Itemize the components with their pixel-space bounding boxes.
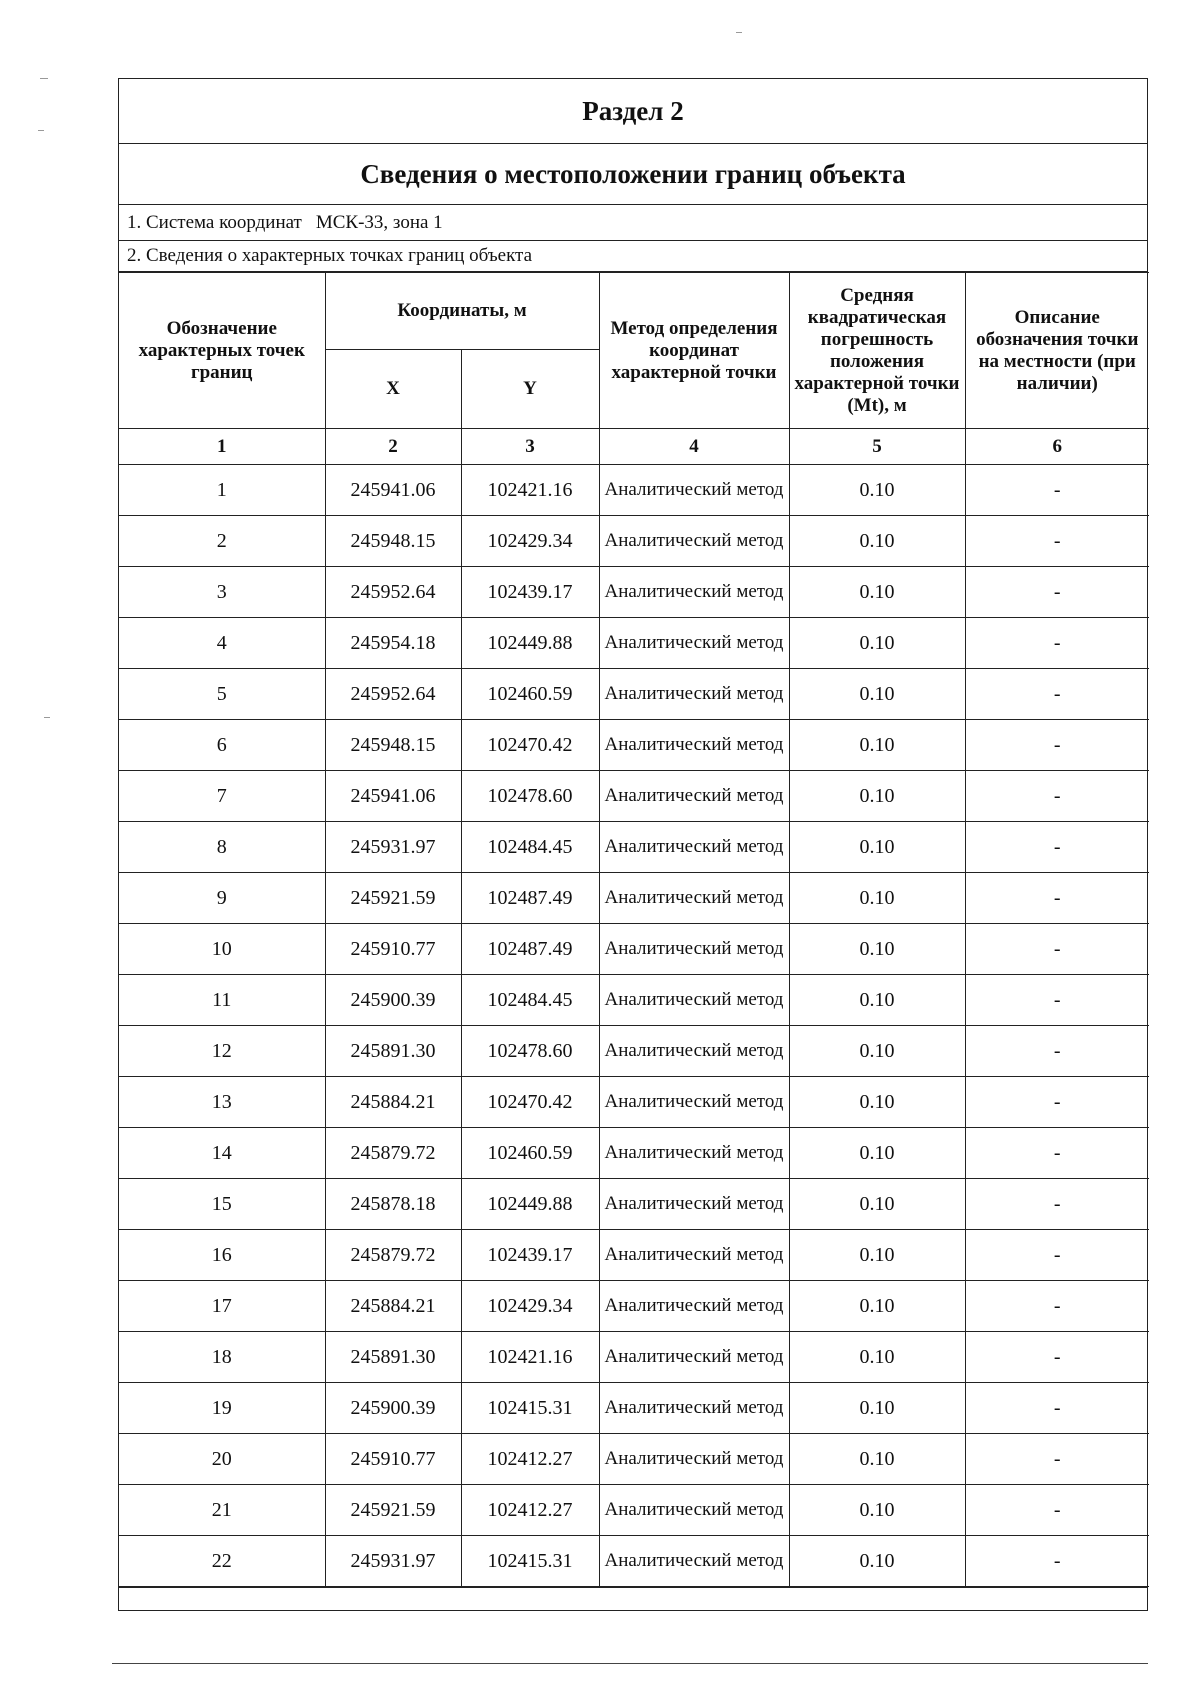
cell-x: 245891.30 bbox=[325, 1026, 461, 1077]
cell-x: 245884.21 bbox=[325, 1077, 461, 1128]
points-table bbox=[119, 272, 1149, 1587]
bottom-divider bbox=[112, 1663, 1148, 1664]
header-y: Y bbox=[461, 350, 599, 429]
cell-description: - bbox=[965, 720, 1149, 771]
cell-y: 102439.17 bbox=[461, 567, 599, 618]
cell-x: 245879.72 bbox=[325, 1230, 461, 1281]
cell-point-number: 5 bbox=[119, 669, 325, 720]
cell-x: 245910.77 bbox=[325, 924, 461, 975]
scan-mark bbox=[38, 130, 44, 131]
cell-error: 0.10 bbox=[789, 1536, 965, 1587]
cell-method: Аналитический метод bbox=[599, 1179, 789, 1230]
table-row bbox=[119, 1281, 1149, 1332]
cell-x: 245931.97 bbox=[325, 1536, 461, 1587]
column-number: 5 bbox=[789, 429, 965, 465]
cell-y: 102439.17 bbox=[461, 1230, 599, 1281]
table-row bbox=[119, 1077, 1149, 1128]
cell-description: - bbox=[965, 1230, 1149, 1281]
column-number: 2 bbox=[325, 429, 461, 465]
cell-point-number: 4 bbox=[119, 618, 325, 669]
cell-description: - bbox=[965, 1485, 1149, 1536]
cell-x: 245941.06 bbox=[325, 771, 461, 822]
coord-system-label: 1. Система координат bbox=[127, 211, 302, 233]
cell-description: - bbox=[965, 873, 1149, 924]
table-row bbox=[119, 618, 1149, 669]
cell-description: - bbox=[965, 771, 1149, 822]
cell-y: 102478.60 bbox=[461, 771, 599, 822]
cell-description: - bbox=[965, 618, 1149, 669]
cell-x: 245921.59 bbox=[325, 1485, 461, 1536]
cell-error: 0.10 bbox=[789, 924, 965, 975]
coord-system-row bbox=[119, 205, 1147, 241]
cell-point-number: 9 bbox=[119, 873, 325, 924]
cell-point-number: 11 bbox=[119, 975, 325, 1026]
cell-x: 245952.64 bbox=[325, 567, 461, 618]
section-frame bbox=[118, 78, 1148, 1611]
cell-error: 0.10 bbox=[789, 1230, 965, 1281]
table-row bbox=[119, 1128, 1149, 1179]
cell-point-number: 14 bbox=[119, 1128, 325, 1179]
cell-point-number: 18 bbox=[119, 1332, 325, 1383]
cell-method: Аналитический метод bbox=[599, 771, 789, 822]
cell-error: 0.10 bbox=[789, 618, 965, 669]
cell-method: Аналитический метод bbox=[599, 1536, 789, 1587]
cell-y: 102484.45 bbox=[461, 822, 599, 873]
cell-point-number: 12 bbox=[119, 1026, 325, 1077]
cell-method: Аналитический метод bbox=[599, 1128, 789, 1179]
empty-row bbox=[119, 1587, 1147, 1610]
cell-point-number: 20 bbox=[119, 1434, 325, 1485]
cell-description: - bbox=[965, 822, 1149, 873]
cell-error: 0.10 bbox=[789, 516, 965, 567]
cell-description: - bbox=[965, 1332, 1149, 1383]
cell-point-number: 19 bbox=[119, 1383, 325, 1434]
cell-method: Аналитический метод bbox=[599, 873, 789, 924]
header-coords: Координаты, м bbox=[325, 273, 599, 350]
cell-description: - bbox=[965, 1179, 1149, 1230]
section-subtitle: Сведения о местоположении границ объекта bbox=[119, 144, 1147, 205]
header-error: Средняя квадратическая погрешность положения характерной точки (Mt), м bbox=[789, 273, 965, 429]
cell-x: 245879.72 bbox=[325, 1128, 461, 1179]
cell-method: Аналитический метод bbox=[599, 1230, 789, 1281]
cell-x: 245948.15 bbox=[325, 720, 461, 771]
table-row bbox=[119, 822, 1149, 873]
table-row bbox=[119, 669, 1149, 720]
cell-description: - bbox=[965, 1026, 1149, 1077]
table-row bbox=[119, 1434, 1149, 1485]
cell-x: 245921.59 bbox=[325, 873, 461, 924]
cell-description: - bbox=[965, 669, 1149, 720]
cell-y: 102478.60 bbox=[461, 1026, 599, 1077]
cell-error: 0.10 bbox=[789, 1281, 965, 1332]
cell-point-number: 6 bbox=[119, 720, 325, 771]
cell-y: 102421.16 bbox=[461, 1332, 599, 1383]
cell-x: 245891.30 bbox=[325, 1332, 461, 1383]
scan-mark bbox=[40, 78, 48, 79]
cell-point-number: 7 bbox=[119, 771, 325, 822]
cell-x: 245931.97 bbox=[325, 822, 461, 873]
cell-error: 0.10 bbox=[789, 822, 965, 873]
cell-y: 102487.49 bbox=[461, 873, 599, 924]
cell-error: 0.10 bbox=[789, 1026, 965, 1077]
cell-method: Аналитический метод bbox=[599, 1026, 789, 1077]
cell-x: 245941.06 bbox=[325, 465, 461, 516]
table-row bbox=[119, 516, 1149, 567]
cell-point-number: 8 bbox=[119, 822, 325, 873]
cell-description: - bbox=[965, 975, 1149, 1026]
cell-x: 245878.18 bbox=[325, 1179, 461, 1230]
cell-description: - bbox=[965, 567, 1149, 618]
cell-y: 102449.88 bbox=[461, 1179, 599, 1230]
cell-description: - bbox=[965, 1281, 1149, 1332]
table-row bbox=[119, 465, 1149, 516]
table-row bbox=[119, 1332, 1149, 1383]
cell-point-number: 16 bbox=[119, 1230, 325, 1281]
cell-point-number: 15 bbox=[119, 1179, 325, 1230]
cell-y: 102470.42 bbox=[461, 1077, 599, 1128]
cell-method: Аналитический метод bbox=[599, 822, 789, 873]
cell-description: - bbox=[965, 924, 1149, 975]
cell-description: - bbox=[965, 1128, 1149, 1179]
table-row bbox=[119, 1536, 1149, 1587]
table-row bbox=[119, 771, 1149, 822]
cell-y: 102484.45 bbox=[461, 975, 599, 1026]
table-row bbox=[119, 1026, 1149, 1077]
cell-method: Аналитический метод bbox=[599, 516, 789, 567]
cell-y: 102415.31 bbox=[461, 1383, 599, 1434]
section-title: Раздел 2 bbox=[119, 79, 1147, 144]
cell-error: 0.10 bbox=[789, 975, 965, 1026]
table-row bbox=[119, 567, 1149, 618]
table-row bbox=[119, 1230, 1149, 1281]
cell-method: Аналитический метод bbox=[599, 975, 789, 1026]
cell-error: 0.10 bbox=[789, 1179, 965, 1230]
cell-description: - bbox=[965, 1077, 1149, 1128]
coord-system-value: МСК-33, зона 1 bbox=[315, 211, 443, 233]
cell-y: 102412.27 bbox=[461, 1485, 599, 1536]
table-row bbox=[119, 1383, 1149, 1434]
cell-description: - bbox=[965, 1536, 1149, 1587]
cell-method: Аналитический метод bbox=[599, 1281, 789, 1332]
cell-point-number: 21 bbox=[119, 1485, 325, 1536]
cell-y: 102460.59 bbox=[461, 1128, 599, 1179]
header-description: Описание обозначения точки на местности (при наличии) bbox=[965, 273, 1149, 429]
table-row bbox=[119, 1179, 1149, 1230]
column-number: 6 bbox=[965, 429, 1149, 465]
cell-x: 245910.77 bbox=[325, 1434, 461, 1485]
column-number: 4 bbox=[599, 429, 789, 465]
cell-method: Аналитический метод bbox=[599, 567, 789, 618]
header-x: X bbox=[325, 350, 461, 429]
cell-y: 102449.88 bbox=[461, 618, 599, 669]
cell-point-number: 3 bbox=[119, 567, 325, 618]
cell-error: 0.10 bbox=[789, 1434, 965, 1485]
column-number: 3 bbox=[461, 429, 599, 465]
cell-y: 102460.59 bbox=[461, 669, 599, 720]
header-method: Метод определения координат характерной точки bbox=[599, 273, 789, 429]
table-row bbox=[119, 924, 1149, 975]
cell-method: Аналитический метод bbox=[599, 669, 789, 720]
cell-error: 0.10 bbox=[789, 720, 965, 771]
scan-mark bbox=[736, 32, 742, 33]
cell-point-number: 1 bbox=[119, 465, 325, 516]
cell-point-number: 13 bbox=[119, 1077, 325, 1128]
cell-point-number: 22 bbox=[119, 1536, 325, 1587]
cell-error: 0.10 bbox=[789, 1077, 965, 1128]
header-point: Обозначение характерных точек границ bbox=[119, 273, 325, 429]
cell-description: - bbox=[965, 516, 1149, 567]
cell-y: 102412.27 bbox=[461, 1434, 599, 1485]
cell-error: 0.10 bbox=[789, 669, 965, 720]
cell-x: 245952.64 bbox=[325, 669, 461, 720]
cell-description: - bbox=[965, 1383, 1149, 1434]
table-row bbox=[119, 720, 1149, 771]
cell-y: 102487.49 bbox=[461, 924, 599, 975]
cell-x: 245954.18 bbox=[325, 618, 461, 669]
cell-method: Аналитический метод bbox=[599, 924, 789, 975]
cell-method: Аналитический метод bbox=[599, 1434, 789, 1485]
column-number: 1 bbox=[119, 429, 325, 465]
cell-y: 102429.34 bbox=[461, 516, 599, 567]
cell-point-number: 17 bbox=[119, 1281, 325, 1332]
cell-point-number: 2 bbox=[119, 516, 325, 567]
cell-y: 102429.34 bbox=[461, 1281, 599, 1332]
cell-error: 0.10 bbox=[789, 771, 965, 822]
cell-x: 245884.21 bbox=[325, 1281, 461, 1332]
cell-x: 245948.15 bbox=[325, 516, 461, 567]
table-row bbox=[119, 873, 1149, 924]
cell-error: 0.10 bbox=[789, 1332, 965, 1383]
scan-mark bbox=[44, 717, 50, 718]
cell-x: 245900.39 bbox=[325, 1383, 461, 1434]
cell-method: Аналитический метод bbox=[599, 720, 789, 771]
cell-method: Аналитический метод bbox=[599, 465, 789, 516]
cell-description: - bbox=[965, 465, 1149, 516]
cell-method: Аналитический метод bbox=[599, 1332, 789, 1383]
table-row bbox=[119, 1485, 1149, 1536]
cell-method: Аналитический метод bbox=[599, 1077, 789, 1128]
points-table-body bbox=[119, 465, 1149, 1587]
table-row bbox=[119, 975, 1149, 1026]
cell-method: Аналитический метод bbox=[599, 1383, 789, 1434]
cell-y: 102415.31 bbox=[461, 1536, 599, 1587]
cell-method: Аналитический метод bbox=[599, 618, 789, 669]
points-heading: 2. Сведения о характерных точках границ объекта bbox=[119, 241, 1147, 272]
cell-y: 102421.16 bbox=[461, 465, 599, 516]
cell-point-number: 10 bbox=[119, 924, 325, 975]
cell-method: Аналитический метод bbox=[599, 1485, 789, 1536]
cell-error: 0.10 bbox=[789, 465, 965, 516]
cell-error: 0.10 bbox=[789, 1128, 965, 1179]
cell-y: 102470.42 bbox=[461, 720, 599, 771]
cell-x: 245900.39 bbox=[325, 975, 461, 1026]
cell-error: 0.10 bbox=[789, 873, 965, 924]
cell-description: - bbox=[965, 1434, 1149, 1485]
cell-error: 0.10 bbox=[789, 1383, 965, 1434]
cell-error: 0.10 bbox=[789, 567, 965, 618]
cell-error: 0.10 bbox=[789, 1485, 965, 1536]
